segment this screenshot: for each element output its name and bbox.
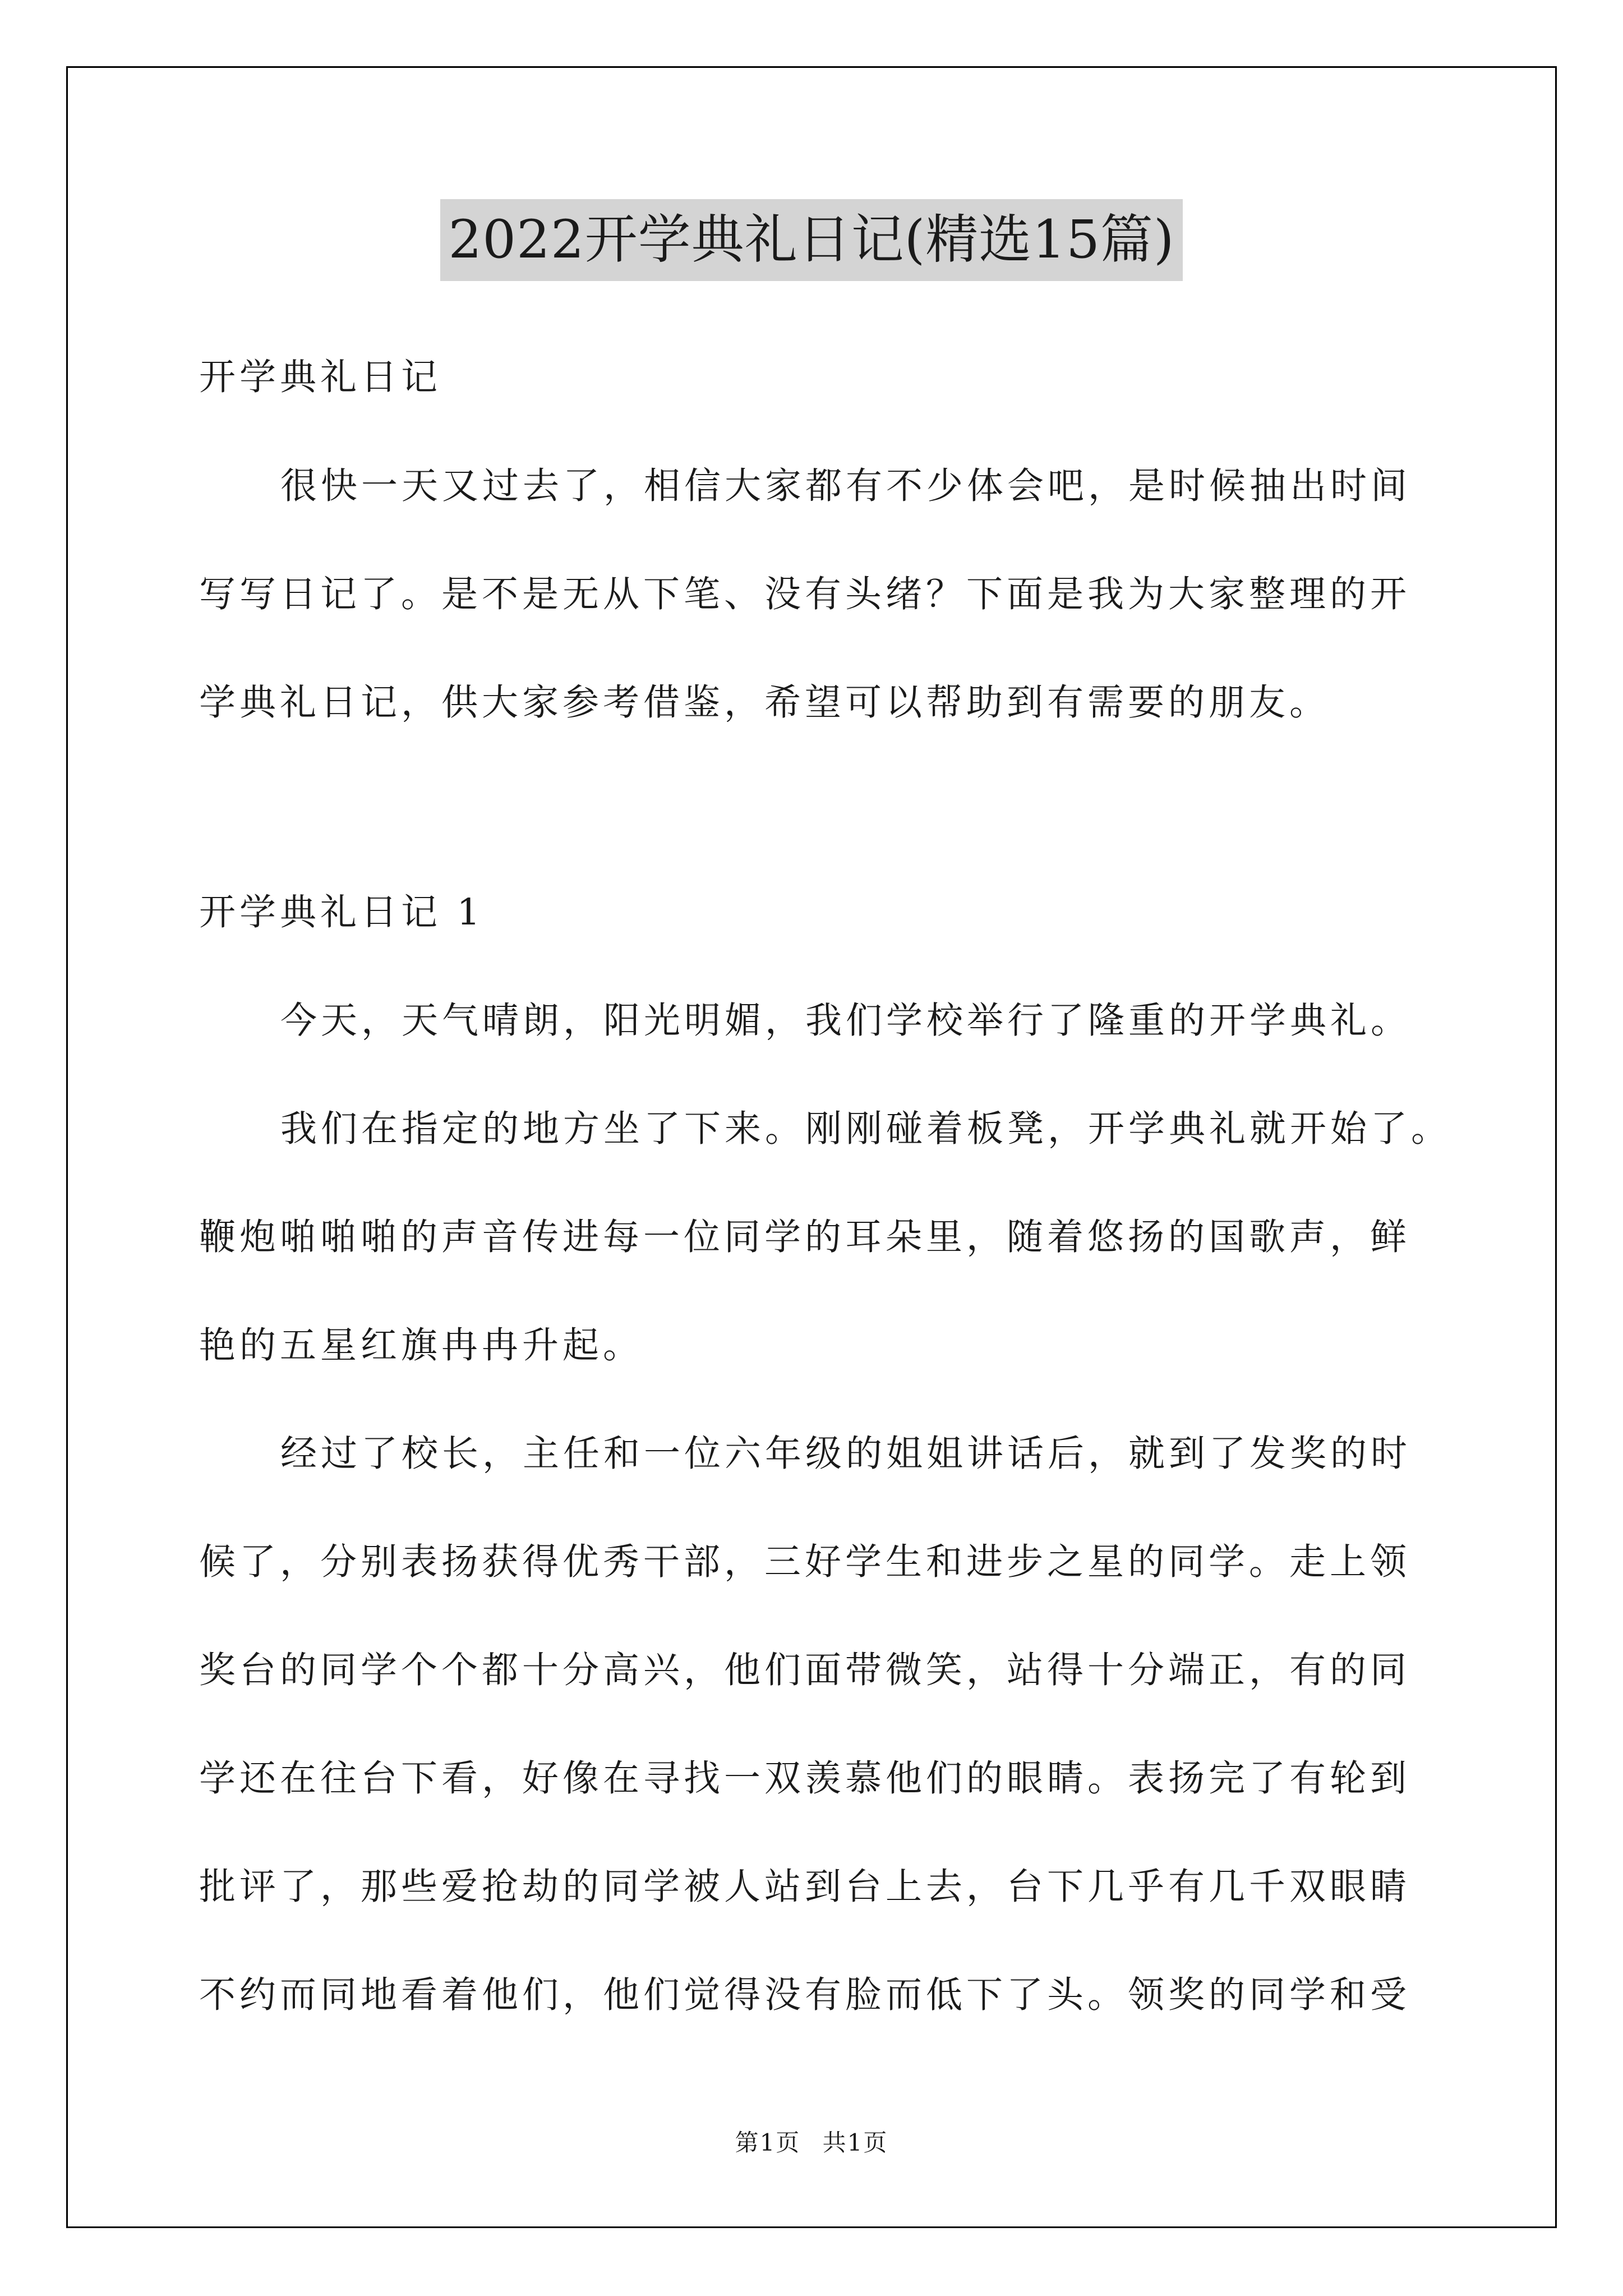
document-title: 2022开学典礼日记(精选15篇) [440, 199, 1182, 281]
body-line: 艳的五星红旗冉冉升起。 [199, 1324, 644, 1366]
body-line: 经过了校长，主任和一位六年级的姐姐讲话后，就到了发奖的时 [280, 1433, 1412, 1475]
page-footer [0, 2126, 1623, 2160]
section-heading-1: 开学典礼日记 1 [199, 891, 485, 933]
section-heading-intro: 开学典礼日记 [199, 356, 442, 398]
body-line: 不约而同地看着他们，他们觉得没有脸而低下了头。领奖的同学和受 [199, 1974, 1411, 2016]
intro-line: 写写日记了。是不是无从下笔、没有头绪？下面是我为大家整理的开 [199, 573, 1411, 615]
body-line: 批评了，那些爱抢劫的同学被人站到台上去，台下几乎有几千双眼睛 [199, 1866, 1411, 1908]
intro-line: 很快一天又过去了，相信大家都有不少体会吧，是时候抽出时间 [280, 465, 1412, 507]
body-line: 我们在指定的地方坐了下来。刚刚碰着板凳，开学典礼就开始了。 [280, 1108, 1452, 1150]
title-wrap [0, 199, 1623, 281]
body-line: 今天，天气晴朗，阳光明媚，我们学校举行了隆重的开学典礼。 [280, 1000, 1412, 1042]
body-line: 奖台的同学个个都十分高兴，他们面带微笑，站得十分端正，有的同 [199, 1649, 1411, 1691]
page-number-total: 共1页 [822, 2129, 888, 2156]
body-line: 候了，分别表扬获得优秀干部，三好学生和进步之星的同学。走上领 [199, 1541, 1411, 1583]
intro-line: 学典礼日记，供大家参考借鉴，希望可以帮助到有需要的朋友。 [199, 682, 1330, 724]
body-line: 学还在往台下看，好像在寻找一双羡慕他们的眼睛。表扬完了有轮到 [199, 1757, 1411, 1800]
page-number-current: 第1页 [735, 2129, 801, 2156]
body-line: 鞭炮啪啪啪的声音传进每一位同学的耳朵里，随着悠扬的国歌声，鲜 [199, 1216, 1411, 1258]
